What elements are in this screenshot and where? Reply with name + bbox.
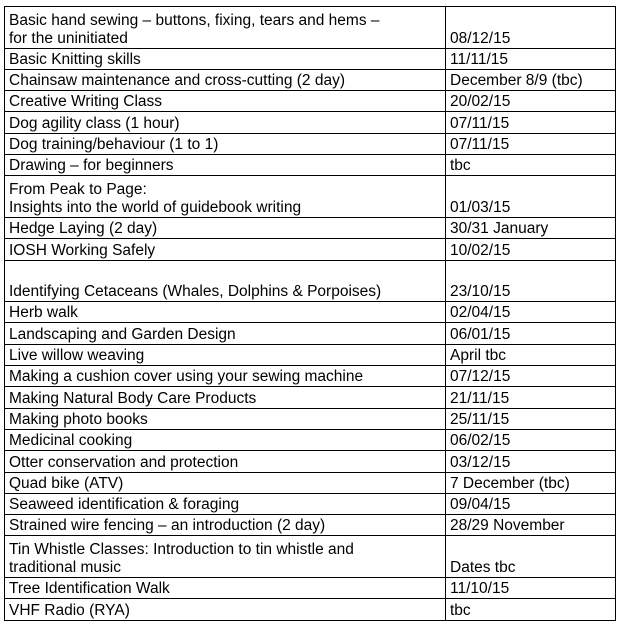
table-row xyxy=(5,302,616,323)
course-date-cell: Dates tbc xyxy=(446,536,616,578)
course-date-cell: 23/10/15 xyxy=(446,260,616,302)
course-name-cell: VHF Radio (RYA) xyxy=(5,599,446,620)
course-date-cell: 01/03/15 xyxy=(446,176,616,218)
course-date-cell: 21/11/15 xyxy=(446,387,616,408)
table-row xyxy=(5,7,616,49)
course-name-cell: Quad bike (ATV) xyxy=(5,472,446,493)
course-date-cell: 11/11/15 xyxy=(446,48,616,69)
course-name-cell: Live willow weaving xyxy=(5,344,446,365)
table-row xyxy=(5,176,616,218)
course-name-cell: Landscaping and Garden Design xyxy=(5,323,446,344)
course-name-cell: Chainsaw maintenance and cross-cutting (2 day) xyxy=(5,69,446,90)
course-date-cell: 10/02/15 xyxy=(446,239,616,260)
course-date-cell: tbc xyxy=(446,155,616,176)
table-row xyxy=(5,451,616,472)
course-name-cell: Dog agility class (1 hour) xyxy=(5,112,446,133)
table-row xyxy=(5,155,616,176)
table-row xyxy=(5,91,616,112)
table-row xyxy=(5,217,616,238)
table-row xyxy=(5,578,616,599)
course-name-cell: Drawing – for beginners xyxy=(5,155,446,176)
course-name-cell: Medicinal cooking xyxy=(5,429,446,450)
course-date-cell: 30/31 January xyxy=(446,217,616,238)
course-name-cell: Seaweed identification & foraging xyxy=(5,493,446,514)
table-row xyxy=(5,536,616,578)
course-date-cell: 07/11/15 xyxy=(446,133,616,154)
course-date-cell: 06/01/15 xyxy=(446,323,616,344)
course-date-cell: tbc xyxy=(446,599,616,620)
course-name-cell: Making photo books xyxy=(5,408,446,429)
course-date-cell: 08/12/15 xyxy=(446,7,616,49)
table-row xyxy=(5,493,616,514)
course-date-cell: 09/04/15 xyxy=(446,493,616,514)
table-row xyxy=(5,344,616,365)
course-name-cell: Making a cushion cover using your sewing machine xyxy=(5,366,446,387)
course-name-cell: Identifying Cetaceans (Whales, Dolphins & Porpoises) xyxy=(5,260,446,302)
table-row xyxy=(5,366,616,387)
course-name-cell: Strained wire fencing – an introduction (2 day) xyxy=(5,515,446,536)
course-date-cell: 03/12/15 xyxy=(446,451,616,472)
course-name-cell: Otter conservation and protection xyxy=(5,451,446,472)
course-name-cell: From Peak to Page: Insights into the world of guidebook writing xyxy=(5,176,446,218)
course-date-cell: 25/11/15 xyxy=(446,408,616,429)
course-date-cell: 02/04/15 xyxy=(446,302,616,323)
course-name-cell: Hedge Laying (2 day) xyxy=(5,217,446,238)
table-row xyxy=(5,133,616,154)
course-name-cell: Creative Writing Class xyxy=(5,91,446,112)
course-date-cell: December 8/9 (tbc) xyxy=(446,69,616,90)
course-name-cell: Tin Whistle Classes: Introduction to tin whistle and traditional music xyxy=(5,536,446,578)
course-date-cell: 7 December (tbc) xyxy=(446,472,616,493)
table-row xyxy=(5,515,616,536)
course-name-cell: Basic Knitting skills xyxy=(5,48,446,69)
table-row xyxy=(5,48,616,69)
course-name-cell: Basic hand sewing – buttons, fixing, tears and hems – for the uninitiated xyxy=(5,7,446,49)
course-date-cell: 20/02/15 xyxy=(446,91,616,112)
table-row xyxy=(5,472,616,493)
course-table-body xyxy=(5,7,616,621)
course-name-cell: Tree Identification Walk xyxy=(5,578,446,599)
course-date-cell: 07/11/15 xyxy=(446,112,616,133)
course-name-cell: IOSH Working Safely xyxy=(5,239,446,260)
course-date-cell: 11/10/15 xyxy=(446,578,616,599)
table-row xyxy=(5,69,616,90)
table-row xyxy=(5,239,616,260)
course-name-cell: Herb walk xyxy=(5,302,446,323)
table-row xyxy=(5,429,616,450)
course-schedule-table xyxy=(4,6,616,621)
table-row xyxy=(5,408,616,429)
course-name-cell: Making Natural Body Care Products xyxy=(5,387,446,408)
table-row xyxy=(5,323,616,344)
course-name-cell: Dog training/behaviour (1 to 1) xyxy=(5,133,446,154)
course-date-cell: 28/29 November xyxy=(446,515,616,536)
table-row xyxy=(5,260,616,302)
course-date-cell: 07/12/15 xyxy=(446,366,616,387)
course-date-cell: 06/02/15 xyxy=(446,429,616,450)
table-row xyxy=(5,387,616,408)
table-row xyxy=(5,112,616,133)
course-date-cell: April tbc xyxy=(446,344,616,365)
table-row xyxy=(5,599,616,620)
